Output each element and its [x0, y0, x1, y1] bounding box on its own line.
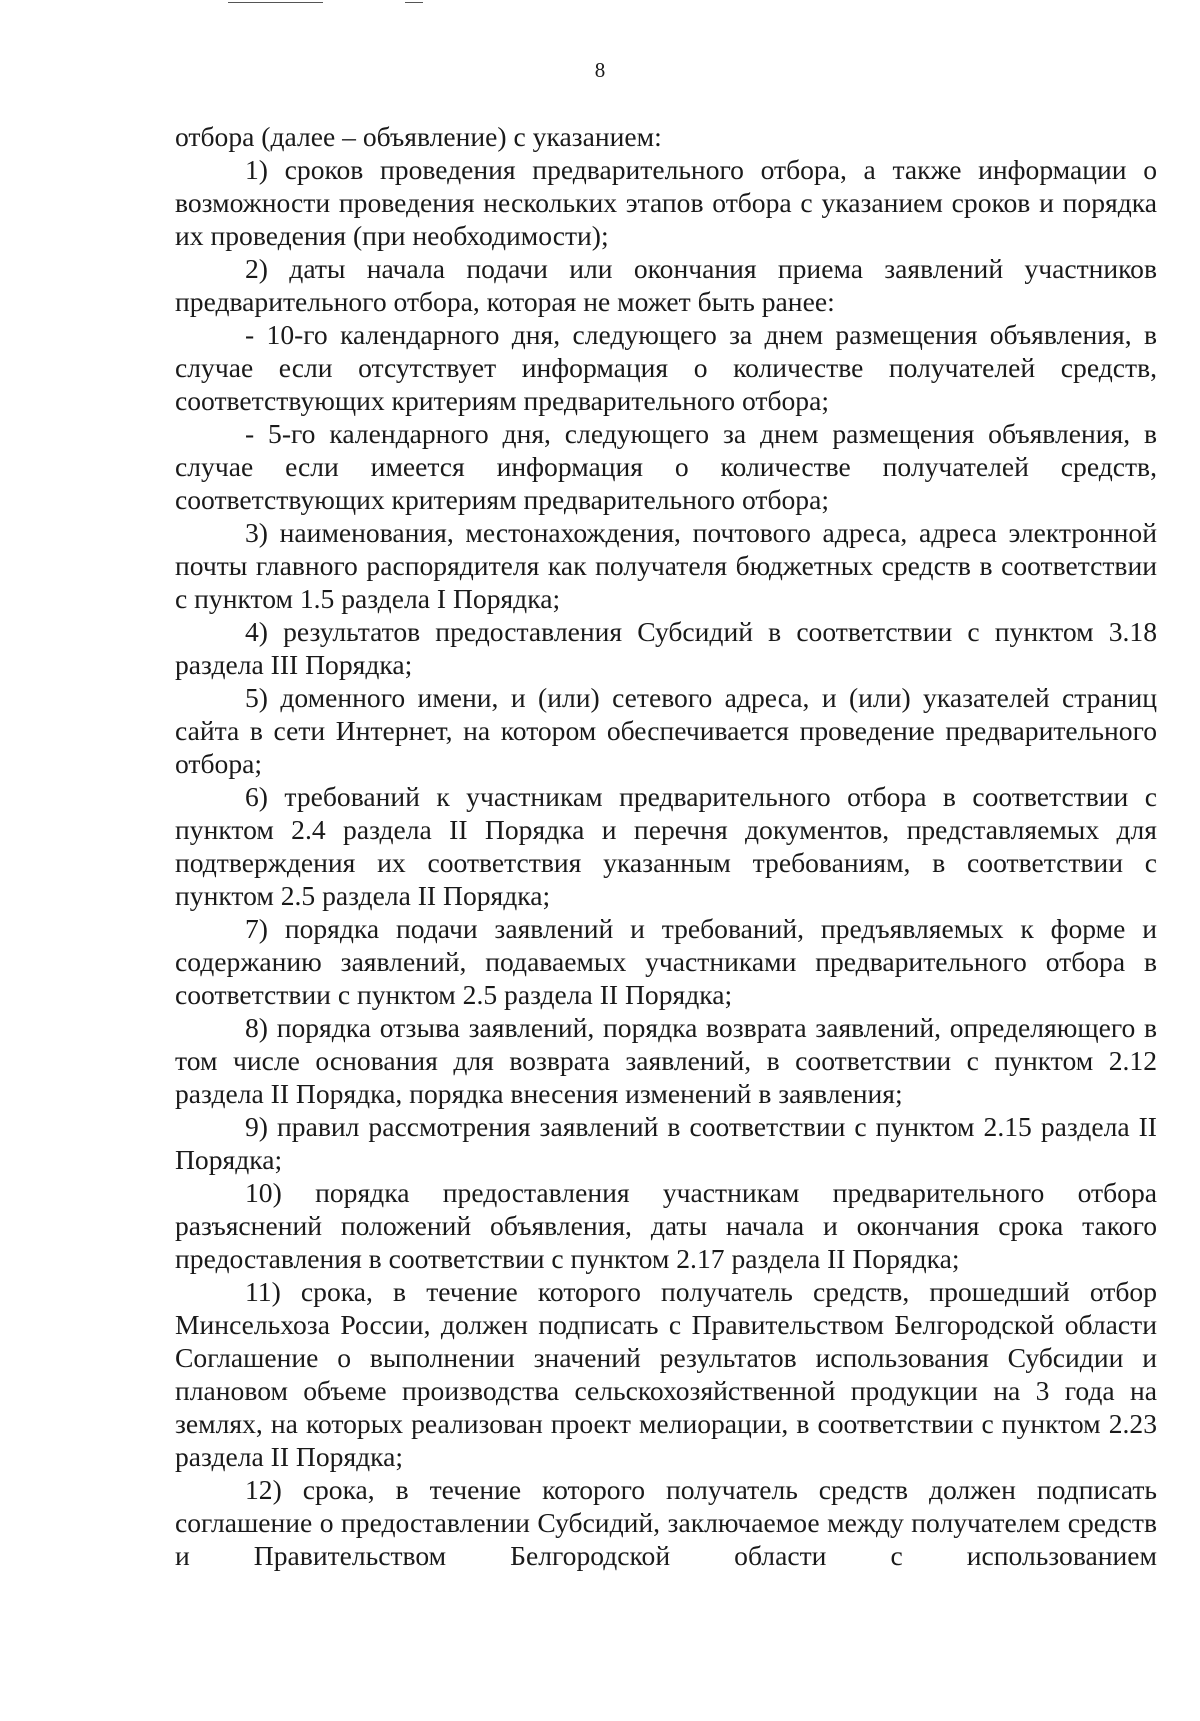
scan-artifact-line: [405, 2, 423, 3]
paragraph: 4) результатов предоставления Субсидий в соответствии с пунктом 3.18 раздела III Порядка;: [175, 616, 1157, 680]
document-body: [175, 120, 1157, 1572]
paragraph: 9) правил рассмотрения заявлений в соответствии с пунктом 2.15 раздела II Порядка;: [175, 1111, 1157, 1175]
paragraph: 3) наименования, местонахождения, почтового адреса, адреса электронной почты главного распорядителя как получателя бюджетных средств в соответствии с пунктом 1.5 раздела I Порядка;: [175, 517, 1157, 614]
scan-artifact-line: [228, 2, 323, 3]
paragraph: - 5-го календарного дня, следующего за днем размещения объявления, в случае если имеется информация о количестве получателей средств, соответствующих критериям предварительного отбора;: [175, 418, 1157, 515]
page-number: 8: [594, 58, 606, 82]
paragraph: 11) срока, в течение которого получатель средств, прошедший отбор Минсельхоза России, должен подписать с Правительством Белгородской области Соглашение о выполнении значений результатов использования Субсидии и плановом объеме производства сельскохозяйственной продукции на 3 года на землях, на которых реализован проект мелиорации, в соответствии с пунктом 2.23 раздела II Порядка;: [175, 1276, 1157, 1472]
paragraph: 1) сроков проведения предварительного отбора, а также информации о возможности проведения нескольких этапов отбора с указанием сроков и порядка их проведения (при необходимости);: [175, 154, 1157, 251]
paragraph: - 10-го календарного дня, следующего за днем размещения объявления, в случае если отсутствует информация о количестве получателей средств, соответствующих критериям предварительного отбора;: [175, 319, 1157, 416]
paragraph: 12) срока, в течение которого получатель средств должен подписать соглашение о предоставлении Субсидий, заключаемое между получателем средств и Правительством Белгородской области с использованием: [175, 1474, 1157, 1571]
paragraph: 8) порядка отзыва заявлений, порядка возврата заявлений, определяющего в том числе основания для возврата заявлений, в соответствии с пунктом 2.12 раздела II Порядка, порядка внесения изменений в заявления;: [175, 1012, 1157, 1109]
paragraph: 10) порядка предоставления участникам предварительного отбора разъяснений положений объявления, даты начала и окончания срока такого предоставления в соответствии с пунктом 2.17 раздела II Порядка;: [175, 1177, 1157, 1274]
paragraph: отбора (далее – объявление) с указанием:: [175, 121, 662, 152]
paragraph: 2) даты начала подачи или окончания приема заявлений участников предварительного отбора, которая не может быть ранее:: [175, 253, 1157, 317]
paragraph: 6) требований к участникам предварительного отбора в соответствии с пунктом 2.4 раздела II Порядка и перечня документов, представляемых для подтверждения их соответствия указанным требованиям, в соответствии с пунктом 2.5 раздела II Порядка;: [175, 781, 1157, 911]
paragraph: 5) доменного имени, и (или) сетевого адреса, и (или) указателей страниц сайта в сети Интернет, на котором обеспечивается проведение предварительного отбора;: [175, 682, 1157, 779]
paragraph: 7) порядка подачи заявлений и требований, предъявляемых к форме и содержанию заявлений, подаваемых участниками предварительного отбора в соответствии с пунктом 2.5 раздела II Порядка;: [175, 913, 1157, 1010]
